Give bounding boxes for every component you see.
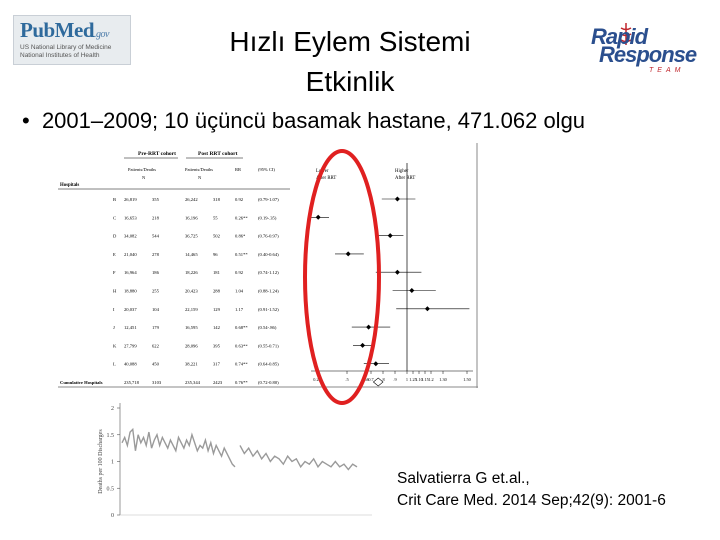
- row-post-deaths: 2423: [213, 380, 223, 385]
- row-post-deaths: 317: [213, 361, 220, 367]
- row-hospital: D: [113, 233, 117, 239]
- row-pre-deaths: 179: [152, 325, 159, 331]
- line-chart-y-label: Deaths per 100 Discharges: [98, 429, 104, 494]
- forest-x-tick-label: .5: [345, 377, 349, 382]
- line-chart-y-tick: 0.5: [106, 486, 114, 493]
- forest-x-tick-label: .66: [363, 377, 369, 382]
- row-pre-patients: 20,037: [124, 306, 137, 312]
- forest-plot-table: [58, 143, 478, 388]
- forest-x-tick-label: .8: [381, 377, 385, 382]
- line-chart-y-tick: 0: [111, 513, 114, 519]
- row-ci: (0.74-1.12): [258, 270, 279, 276]
- forest-x-tick-label: 1.10: [415, 377, 423, 382]
- row-pre-patients: 16,653: [124, 215, 137, 221]
- page-title: Hızlı Eylem Sistemi Etkinlik: [229, 26, 471, 97]
- row-ci: (0.91-1.52): [258, 306, 279, 312]
- row-post-deaths: 288: [213, 288, 220, 294]
- row-pre-patients: 27,799: [124, 343, 137, 349]
- row-pre-deaths: 218: [152, 215, 159, 221]
- row-post-patients: 22,159: [185, 306, 198, 312]
- row-post-deaths: 502: [213, 233, 220, 239]
- series-pre-line: [122, 429, 235, 466]
- row-pre-patients: 16,964: [124, 270, 137, 276]
- series-post-line: [240, 445, 357, 469]
- forest-left-label-2: After RRT: [316, 176, 337, 181]
- pre-cohort-header: Pre-RRT cohort: [138, 151, 176, 157]
- col-header-rr: RR: [235, 167, 242, 172]
- bullet-text: • 2001–2009; 10 üçüncü basamak hastane, 471.062 olgu: [22, 108, 586, 133]
- row-pre-deaths: 186: [152, 270, 159, 276]
- row-post-patients: 26,242: [185, 197, 198, 202]
- row-ci: (0.54-.86): [258, 325, 277, 331]
- forest-x-tick-label: 0.25: [313, 377, 321, 382]
- row-pre-patients: 34,082: [124, 233, 137, 239]
- row-rr: 0.51**: [235, 251, 248, 257]
- row-post-patients: 14,465: [185, 251, 198, 257]
- row-pre-deaths: 278: [152, 251, 159, 257]
- row-post-patients: 18,226: [185, 270, 198, 276]
- row-rr: 0.92: [235, 197, 244, 202]
- col-header-hospitals: Hospitals: [60, 183, 80, 188]
- row-rr: 1.17: [235, 306, 244, 312]
- row-post-deaths: 395: [213, 343, 220, 349]
- row-post-patients: 28,096: [185, 343, 198, 349]
- forest-x-tick-label: 1.25: [409, 377, 417, 382]
- row-post-deaths: 318: [213, 197, 220, 202]
- mortality-line-chart: [72, 390, 377, 530]
- row-hospital: K: [113, 343, 117, 349]
- row-hospital: L: [113, 361, 116, 367]
- row-ci: (0.19-.35): [258, 215, 277, 221]
- row-rr: 0.63**: [235, 343, 248, 349]
- row-post-patients: 235,344: [185, 380, 200, 385]
- row-rr: 0.86*: [235, 233, 246, 239]
- row-pre-patients: 40,088: [124, 361, 137, 367]
- forest-right-label-2: After RRT: [395, 176, 416, 181]
- row-rr: 1.04: [235, 288, 244, 294]
- post-cohort-header: Post RRT cohort: [198, 151, 238, 157]
- forest-right-label: Higher: [395, 169, 409, 174]
- row-post-patients: 36,725: [185, 233, 198, 239]
- row-rr: 0.76**: [235, 380, 248, 385]
- col-header-post-patients: Patients/Deaths: [185, 167, 213, 172]
- forest-left-label: Lower: [316, 169, 329, 174]
- row-pre-patients: 26,819: [124, 197, 137, 202]
- row-hospital: H: [113, 288, 117, 294]
- pubmed-logo-subtext: US National Library of Medicine National Institutes of Health: [20, 44, 112, 59]
- row-post-deaths: 142: [213, 325, 220, 331]
- row-hospital: F: [113, 270, 116, 276]
- row-post-deaths: 55: [213, 215, 218, 221]
- row-post-deaths: 181: [213, 270, 220, 276]
- citation-journal: Crit Care Med. 2014 Sep;42(9): 2001-6: [397, 492, 666, 509]
- row-rr: 0.26**: [235, 215, 248, 221]
- citation: [397, 468, 666, 512]
- row-hospital: Cumulative Hospitals: [60, 380, 103, 385]
- row-pre-deaths: 622: [152, 343, 159, 349]
- line-chart-y-tick: 1: [111, 459, 114, 466]
- row-pre-deaths: 255: [152, 288, 159, 294]
- row-hospital: C: [113, 215, 117, 221]
- forest-x-tick-label: 0.7: [368, 377, 374, 382]
- row-ci: (0.40-0.64): [258, 251, 279, 257]
- col-header-ci: (95% CI): [258, 167, 275, 172]
- forest-x-tick-label: .9: [393, 377, 397, 382]
- line-chart-y-tick: 2: [111, 406, 114, 412]
- row-post-deaths: 129: [213, 306, 220, 312]
- forest-x-tick-label: 1.30: [439, 377, 447, 382]
- row-ci: (0.79-1.07): [258, 197, 279, 202]
- col-header-pre-patients: Patients/Deaths: [128, 167, 156, 172]
- row-pre-deaths: 355: [152, 197, 159, 202]
- row-pre-deaths: 104: [152, 306, 159, 312]
- forest-x-tick-label: 1.50: [463, 377, 471, 382]
- forest-x-tick-label: 1.15: [421, 377, 429, 382]
- col-header-post-n: N: [198, 175, 202, 180]
- row-ci: (0.64-0.85): [258, 361, 279, 367]
- col-header-pre-n: N: [142, 175, 146, 180]
- row-pre-patients: 12,451: [124, 325, 137, 331]
- pubmed-logo-text: PubMed.gov: [20, 18, 109, 42]
- row-post-deaths: 96: [213, 251, 218, 257]
- citation-authors: Salvatierra G et.al.,: [397, 470, 530, 487]
- row-ci: (0.55-0.71): [258, 343, 279, 349]
- row-ci: (0.88-1.24): [258, 288, 279, 294]
- row-hospital: I: [113, 306, 115, 312]
- row-post-patients: 16,196: [185, 215, 198, 221]
- row-hospital: E: [113, 251, 116, 257]
- forest-x-tick-label: 1.2: [428, 377, 434, 382]
- rapid-response-team-logo: Rapid Response TEAM: [591, 24, 697, 74]
- row-pre-deaths: 3103: [152, 380, 162, 385]
- row-post-patients: 20,423: [185, 288, 198, 294]
- row-ci: (0.72-0.80): [258, 380, 279, 385]
- row-post-patients: 16,595: [185, 325, 198, 331]
- row-pre-deaths: 450: [152, 361, 159, 367]
- row-rr: 0.68**: [235, 325, 248, 331]
- row-hospital: J: [113, 325, 115, 331]
- pubmed-logo: [13, 15, 131, 65]
- row-rr: 0.74**: [235, 361, 248, 367]
- forest-x-tick-label: 1: [405, 377, 409, 382]
- row-pre-deaths: 544: [152, 233, 159, 239]
- row-rr: 0.92: [235, 270, 244, 276]
- line-chart-y-tick: 1.5: [106, 432, 114, 439]
- row-pre-patients: 21,040: [124, 251, 137, 257]
- row-ci: (0.76-0.97): [258, 233, 279, 239]
- row-hospital: B: [113, 197, 117, 202]
- row-post-patients: 38,221: [185, 361, 198, 367]
- row-pre-patients: 235,718: [124, 380, 139, 385]
- row-pre-patients: 18,880: [124, 288, 137, 294]
